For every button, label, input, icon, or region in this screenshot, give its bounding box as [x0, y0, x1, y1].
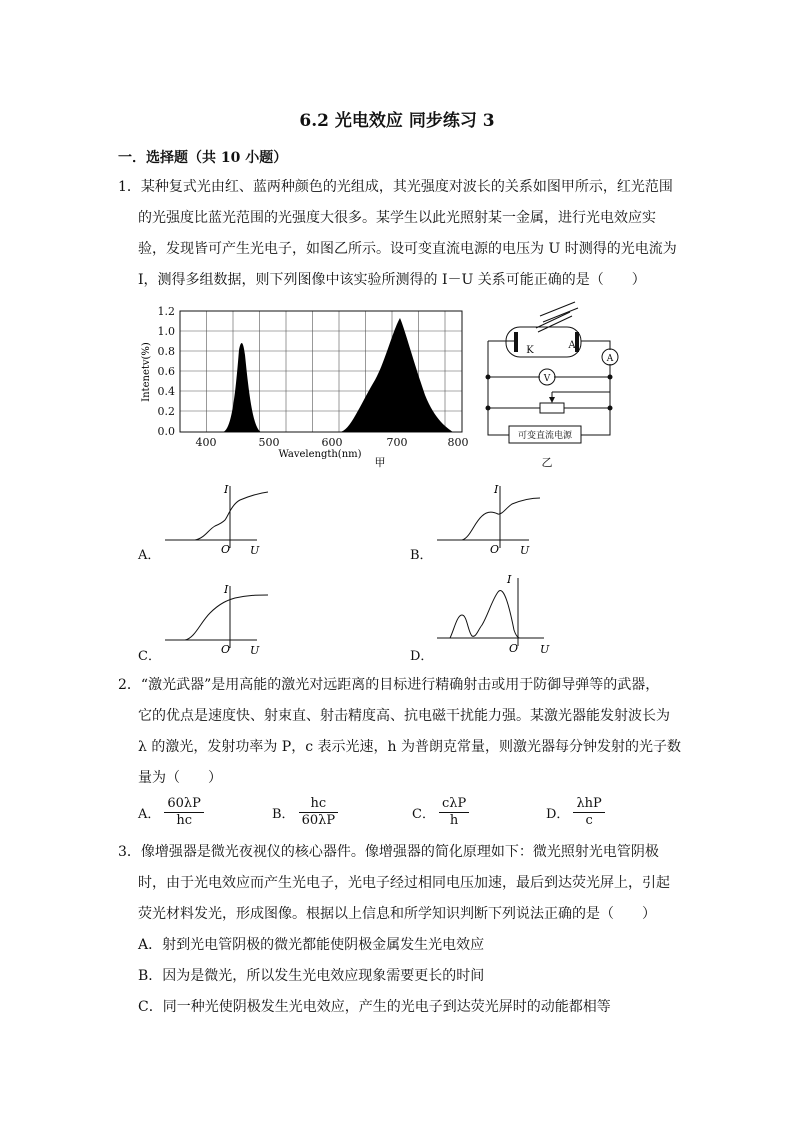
axis-i-label: I — [224, 483, 229, 496]
axis-u-label: U — [540, 643, 550, 656]
x-tick: 400 — [195, 436, 217, 449]
option-c-label: C． — [138, 649, 161, 664]
q1-line-3: 验，发现皆可产生光电子，如图乙所示。设可变直流电源的电压为 U 时测得的光电流为 — [138, 241, 677, 257]
red-peak — [340, 318, 453, 432]
option-a-graph — [160, 478, 280, 558]
denominator: 60λP — [301, 813, 336, 828]
label-k: K — [526, 345, 534, 356]
numerator: 60λP — [164, 796, 204, 813]
y-tick: 0.2 — [157, 405, 175, 418]
axis-i-label: I — [507, 573, 512, 586]
q3-option-b: B．因为是微光，所以发生光电效应现象需要更长的时间 — [138, 968, 485, 984]
option-label: C． — [412, 807, 435, 822]
q2-option-a — [138, 796, 204, 829]
ammeter-label: A — [606, 354, 614, 364]
axis-i-label: I — [494, 483, 499, 496]
x-axis-label: Wavelength(nm) — [278, 449, 362, 460]
y-tick: 0.4 — [157, 385, 175, 398]
axis-u-label: U — [520, 544, 530, 557]
option-b-graph — [432, 478, 552, 558]
y-tick: 0.0 — [157, 425, 175, 438]
page-title: 6.2 光电效应 同步练习 3 — [299, 111, 495, 131]
q3-option-c: C．同一种光使阴极发生光电效应，产生的光电子到达荧光屏时的动能都相等 — [138, 999, 611, 1015]
q2-option-b — [272, 796, 338, 829]
q2-line-3: λ 的激光，发射功率为 P，c 表示光速，h 为普朗克常量，则激光器每分钟发射的光子数 — [138, 739, 681, 755]
option-label: B． — [272, 807, 295, 822]
origin-label: O — [490, 543, 500, 556]
x-tick: 800 — [447, 436, 469, 449]
origin-label: O — [221, 643, 231, 656]
option-label: D． — [546, 807, 570, 822]
option-c-graph — [160, 578, 280, 658]
denominator: c — [585, 813, 593, 828]
blue-peak — [223, 343, 261, 432]
numerator: hc — [299, 796, 339, 813]
q3-line-1: 3．像增强器是微光夜视仪的核心器件。像增强器的简化原理如下：微光照射光电管阴极 — [118, 844, 659, 860]
section-heading: 一．选择题（共 10 小题） — [118, 150, 288, 166]
voltmeter-label: V — [543, 374, 551, 384]
x-tick: 700 — [386, 436, 408, 449]
figure-caption-jia: 甲 — [374, 456, 386, 469]
q1-line-4: I，测得多组数据，则下列图像中该实验所测得的 I－U 关系可能正确的是（ ） — [138, 272, 646, 288]
denominator: hc — [176, 813, 192, 828]
label-a: A — [568, 340, 576, 351]
axis-u-label: U — [250, 544, 260, 557]
option-d-graph — [432, 570, 562, 660]
q3-option-a: A．射到光电管阴极的微光都能使阴极金属发生光电效应 — [138, 937, 485, 953]
origin-label: O — [221, 543, 231, 556]
x-tick: 500 — [258, 436, 280, 449]
y-axis-label: Intenetv(%) — [141, 342, 152, 402]
axis-i-label: I — [224, 583, 229, 596]
q2-option-d — [546, 796, 605, 829]
q3-line-3: 荧光材料发光，形成图像。根据以上信息和所学知识判断下列说法正确的是（ ） — [138, 906, 656, 922]
q2-line-2: 它的优点是速度快、射束直、射击精度高、抗电磁干扰能力强。某激光器能发射波长为 — [138, 708, 670, 724]
origin-label: O — [509, 642, 519, 655]
numerator: cλP — [439, 796, 469, 813]
q2-line-4: 量为（ ） — [138, 770, 222, 786]
circuit-figure — [480, 300, 630, 470]
option-a-label: A． — [138, 548, 161, 563]
y-tick: 1.0 — [157, 325, 175, 338]
q3-line-2: 时，由于光电效应而产生光电子，光电子经过相同电压加速，最后到达荧光屏上，引起 — [138, 875, 670, 891]
source-label: 可变直流电源 — [517, 431, 573, 441]
figure-caption-yi: 乙 — [541, 456, 553, 469]
q2-line-1: 2．“激光武器”是用高能的激光对远距离的目标进行精确射击或用于防御导弹等的武器， — [118, 677, 660, 693]
y-tick: 0.6 — [157, 365, 175, 378]
y-tick: 0.8 — [157, 345, 175, 358]
option-d-label: D． — [410, 649, 434, 664]
q2-option-c — [412, 796, 469, 829]
y-tick: 1.2 — [157, 305, 175, 318]
option-b-label: B． — [410, 548, 433, 563]
x-tick: 600 — [321, 436, 343, 449]
axis-u-label: U — [250, 644, 260, 657]
option-label: A． — [138, 807, 161, 822]
spectrum-figure — [135, 300, 475, 470]
denominator: h — [449, 813, 459, 828]
q1-line-2: 的光强度比蓝光范围的光强度大很多。某学生以此光照射某一金属，进行光电效应实 — [138, 210, 656, 226]
numerator: λhP — [573, 796, 604, 813]
q1-line-1: 1．某种复式光由红、蓝两种颜色的光组成，其光强度对波长的关系如图甲所示，红光范围 — [118, 179, 673, 195]
